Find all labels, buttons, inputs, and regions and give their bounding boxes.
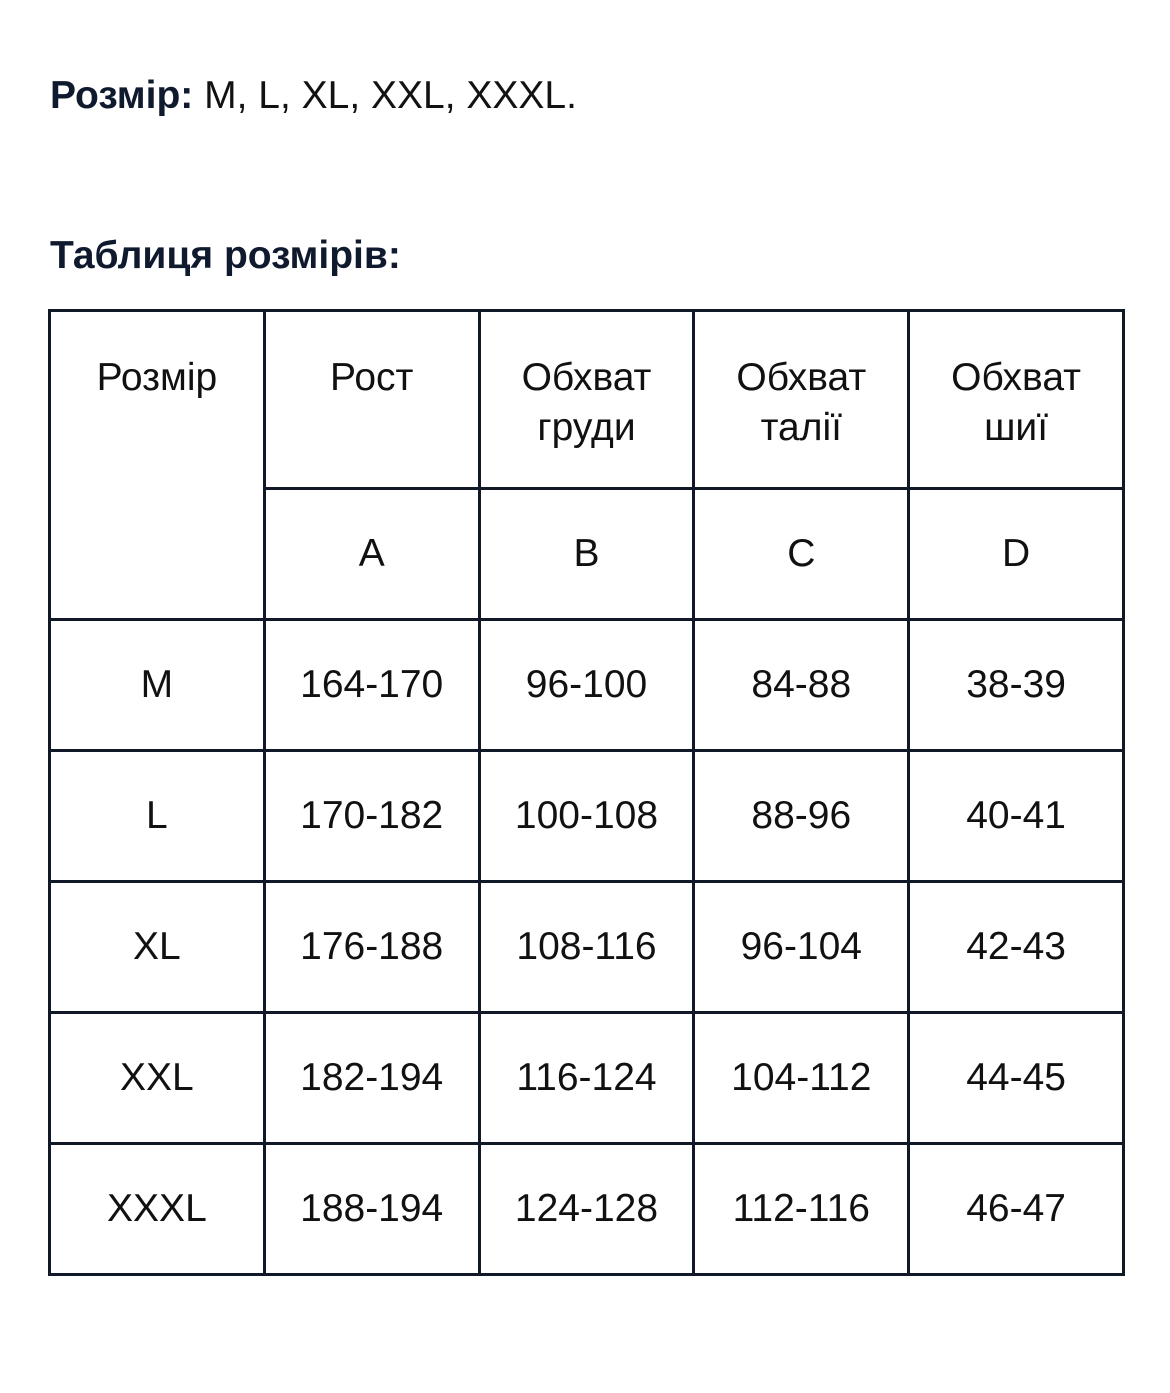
table-cell: XXXL [50, 1144, 265, 1275]
header-height [264, 311, 479, 489]
size-table [48, 309, 1125, 1276]
header-neck-line2: шиї [984, 406, 1049, 449]
table-cell: 108-116 [479, 882, 694, 1013]
available-sizes-label: Розмір: [50, 74, 194, 117]
header-waist-line2: талії [760, 406, 842, 449]
header-chest-line1: Обхват [521, 356, 652, 399]
header-chest-line2: груди [537, 406, 636, 449]
table-cell: 188-194 [264, 1144, 479, 1275]
header-waist-line1: Обхват [736, 356, 867, 399]
table-cell: 40-41 [909, 751, 1124, 882]
header-size-label: Розмір [96, 356, 218, 399]
available-sizes-line [50, 72, 577, 120]
header-size [50, 311, 265, 620]
header-neck-line1: Обхват [951, 356, 1082, 399]
table-cell: 96-100 [479, 620, 694, 751]
table-cell: 182-194 [264, 1013, 479, 1144]
letter-cell: C [694, 489, 909, 620]
header-waist [694, 311, 909, 489]
table-cell: XL [50, 882, 265, 1013]
table-cell: 100-108 [479, 751, 694, 882]
table-cell: 44-45 [909, 1013, 1124, 1144]
table-row [50, 1144, 1124, 1275]
table-cell: 46-47 [909, 1144, 1124, 1275]
table-cell: 164-170 [264, 620, 479, 751]
table-cell: 42-43 [909, 882, 1124, 1013]
table-cell: L [50, 751, 265, 882]
size-table-header-row [50, 311, 1124, 489]
header-chest [479, 311, 694, 489]
letter-cell: B [479, 489, 694, 620]
letter-cell: A [264, 489, 479, 620]
table-row [50, 1013, 1124, 1144]
table-row [50, 620, 1124, 751]
table-cell: 170-182 [264, 751, 479, 882]
size-table-heading: Таблиця розмірів: [50, 234, 401, 277]
header-neck [909, 311, 1124, 489]
header-height-label: Рост [330, 356, 414, 399]
table-cell: M [50, 620, 265, 751]
table-cell: XXL [50, 1013, 265, 1144]
table-cell: 124-128 [479, 1144, 694, 1275]
table-cell: 116-124 [479, 1013, 694, 1144]
available-sizes-value: M, L, XL, XXL, XXXL. [193, 74, 577, 117]
table-cell: 84-88 [694, 620, 909, 751]
table-cell: 112-116 [694, 1144, 909, 1275]
letter-cell: D [909, 489, 1124, 620]
table-cell: 38-39 [909, 620, 1124, 751]
table-row [50, 751, 1124, 882]
table-cell: 96-104 [694, 882, 909, 1013]
table-cell: 176-188 [264, 882, 479, 1013]
table-row [50, 882, 1124, 1013]
table-cell: 88-96 [694, 751, 909, 882]
table-cell: 104-112 [694, 1013, 909, 1144]
